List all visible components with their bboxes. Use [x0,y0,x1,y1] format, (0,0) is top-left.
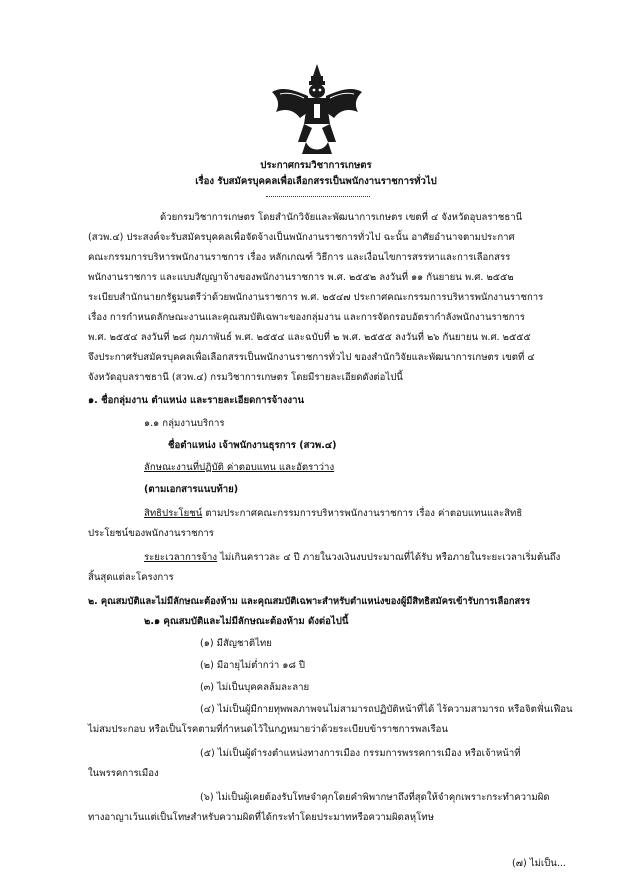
qualification-item: (๕) ไม่เป็นผู้ดำรงตำแหน่งทางการเมือง กรรมการพรรคการเมือง หรือเจ้าหน้าที่ [200,748,521,759]
qualification-item: (๔) ไม่เป็นผู้มีกายทุพพลภาพจนไม่สามารถปฏิบัติหน้าที่ได้ ไร้ความสามารถ หรือจิตฟั่นเฟือน [200,704,573,715]
section1-group: ๑.๑ กลุ่มงานบริการ [144,418,225,429]
intro-line: คณะกรรมการบริหารพนักงานราชการ เรื่อง หลักเกณฑ์ วิธีการ และเงื่อนไขการสรรหาและการเลือกสรร [88,252,511,263]
benefits-label: สิทธิประโยชน์ [144,508,203,519]
garuda-emblem-icon [270,62,364,160]
qualification-item-cont: ไม่สมประกอบ หรือเป็นโรคตามที่กำหนดไว้ในกฎหมายว่าด้วยระเบียบข้าราชการพลเรือน [88,724,448,735]
qualification-item: (๒) มีอายุไม่ต่ำกว่า ๑๘ ปี [200,660,305,671]
benefits-line-2: ประโยชน์ของพนักงานราชการ [88,528,214,539]
intro-line: (สวพ.๔) ประสงค์จะรับสมัครบุคคลเพื่อจัดจ้างเป็นพนักงานราชการทั่วไป ฉะนั้น อาศัยอำนาจตามประกาศ [88,232,515,243]
intro-line: จังหวัดอุบลราชธานี (สวพ.๔) กรมวิชาการเกษตร โดยมีรายละเอียดดังต่อไปนี้ [88,372,403,383]
section1-position: ชื่อตำแหน่ง เจ้าพนักงานธุรการ (สวพ.๔) [168,440,337,451]
intro-line: ด้วยกรมวิชาการเกษตร โดยสำนักวิจัยและพัฒนาการเกษตร เขตที่ ๔ จังหวัดอุบลราชธานี [160,212,523,223]
qualification-item: (๖) ไม่เป็นผู้เคยต้องรับโทษจำคุกโดยคำพิพากษาถึงที่สุดให้จำคุกเพราะกระทำความผิด [200,792,550,803]
qualification-item: (๓) ไม่เป็นบุคคลล้มละลาย [200,682,310,693]
benefits-line [144,508,522,520]
announcement-subject: เรื่อง รับสมัครบุคคลเพื่อเลือกสรรเป็นพนักงานราชการทั่วไป [195,176,437,187]
intro-line: ระเบียบสำนักนายกรัฐมนตรีว่าด้วยพนักงานราชการ พ.ศ. ๒๕๔๗ ประกาศคณะกรรมการบริหารพนักงานราชการ [88,292,544,303]
separator-line [266,196,370,197]
period-line [144,552,560,564]
section1-heading: ๑. ชื่อกลุ่มงาน ตำแหน่ง และรายละเอียดการจ้างงาน [88,395,305,406]
section2-heading: ๒. คุณสมบัติและไม่มีลักษณะต้องห้าม และคุณสมบัติเฉพาะสำหรับตำแหน่งของผู้มีสิทธิสมัครเข้ารับการเลือกสรร [88,596,531,607]
period-text: ไม่เกินคราวละ ๔ ปี ภายในวงเงินงบประมาณที่ได้รับ หรือภายในระยะเวลาเริ่มต้นถึง [217,552,561,563]
section1-attachment: (ตามเอกสารแนบท้าย) [144,484,239,495]
intro-line: พนักงานราชการ และแบบสัญญาจ้างของพนักงานราชการ พ.ศ. ๒๕๕๒ ลงวันที่ ๑๑ กันยายน พ.ศ. ๒๕๕๒ [88,272,514,283]
qualification-item: (๑) มีสัญชาติไทย [200,638,272,649]
period-line-2: สิ้นสุดแต่ละโครงการ [88,572,174,583]
page-continuation: (๗) ไม่เป็น... [512,858,566,869]
section1-duties-label: ลักษณะงานที่ปฏิบัติ ค่าตอบแทน และอัตราว่าง [144,462,335,473]
benefits-text: ตามประกาศคณะกรรมการบริหารพนักงานราชการ เรื่อง ค่าตอบแทนและสิทธิ [202,508,523,519]
period-label: ระยะเวลาการจ้าง [144,552,218,563]
intro-line: พ.ศ. ๒๕๕๔ ลงวันที่ ๒๘ กุมภาพันธ์ พ.ศ. ๒๕๕๔ และฉบับที่ ๒ พ.ศ. ๒๕๕๕ ลงวันที่ ๒๖ กันยายน พ.ศ. ๒๕๕๕ [88,332,531,343]
announcement-title: ประกาศกรมวิชาการเกษตร [260,160,372,171]
qualification-item-cont: ทางอาญาเว้นแต่เป็นโทษสำหรับความผิดที่ได้กระทำโดยประมาทหรือความผิดลหุโทษ [88,812,434,823]
intro-line: เรื่อง การกำหนดลักษณะงานและคุณสมบัติเฉพาะของกลุ่มงาน และการจัดกรอบอัตรากำลังพนักงานราชการ [88,312,525,323]
intro-line: จึงประกาศรับสมัครบุคคลเพื่อเลือกสรรเป็นพนักงานราชการทั่วไป ของสำนักวิจัยและพัฒนาการเกษตร เขตที่ ๔ [88,352,535,363]
qualification-item-cont: ในพรรคการเมือง [88,768,159,779]
section2-sub: ๒.๑ คุณสมบัติและไม่มีลักษณะต้องห้าม ดังต่อไปนี้ [144,616,349,627]
